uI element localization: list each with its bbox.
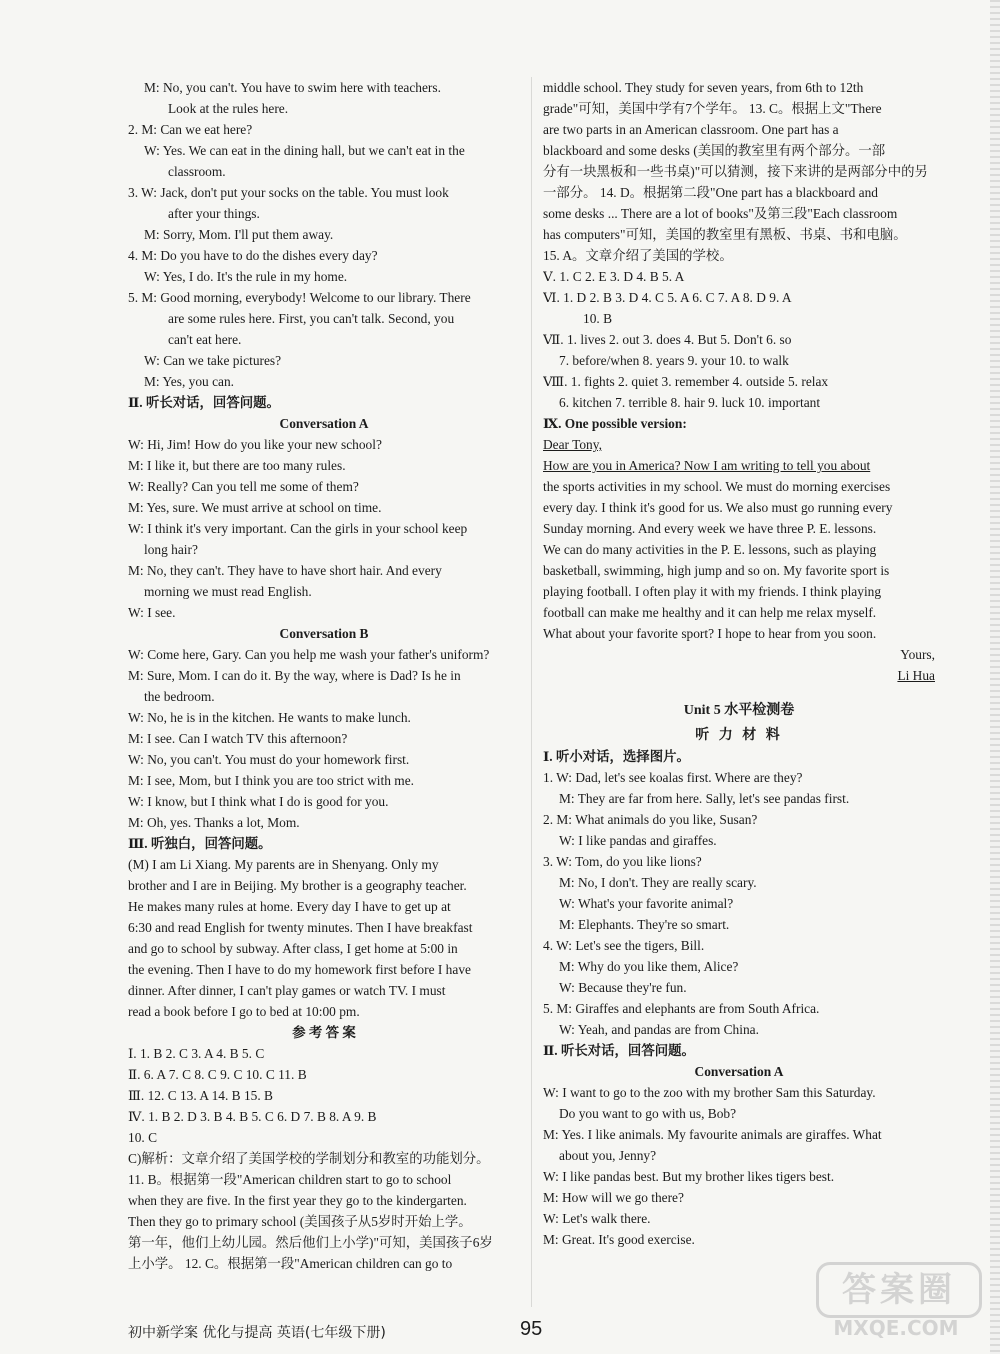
right-column-line: We can do many activities in the P. E. lessons, such as playing: [543, 542, 877, 557]
right-column-line: How are you in America? Now I am writing to tell you about: [543, 458, 871, 473]
left-column-line: M: Yes, sure. We must arrive at school on time.: [128, 500, 382, 515]
left-column-line: W: Yes, I do. It's the rule in my home.: [144, 269, 348, 284]
right-column-line: W: I want to go to the zoo with my brother Sam this Saturday.: [543, 1085, 876, 1100]
right-column-line: 15. A。文章介绍了美国的学校。: [543, 248, 733, 263]
left-column-line: are some rules here. First, you can't talk. Second, you: [168, 311, 455, 326]
right-column-line: Ⅵ. 1. D 2. B 3. D 4. C 5. A 6. C 7. A 8. D 9. A: [543, 290, 792, 305]
right-column: [543, 77, 935, 1250]
right-column-line: 2. M: What animals do you like, Susan?: [543, 812, 758, 827]
right-column-line: W: Because they're fun.: [559, 980, 687, 995]
left-column-line: 2. M: Can we eat here?: [128, 122, 253, 137]
right-column-line: 4. W: Let's see the tigers, Bill.: [543, 938, 705, 953]
right-column-line: M: Elephants. They're so smart.: [559, 917, 730, 932]
right-column-line: M: Great. It's good exercise.: [543, 1232, 695, 1247]
left-column-line: long hair?: [144, 542, 198, 557]
right-column-line: 分有一块黑板和一些书桌)"可以猜测，接下来讲的是两部分中的另: [543, 164, 928, 179]
right-column-line: M: Yes. I like animals. My favourite animals are giraffes. What: [543, 1127, 882, 1142]
right-column-line: Ⅷ. 1. fights 2. quiet 3. remember 4. outside 5. relax: [543, 374, 829, 389]
left-column-line: 上小学。 12. C。根据第一段"American children can go to: [128, 1256, 453, 1271]
right-column-line: basketball, swimming, high jump and so on. My favorite sport is: [543, 563, 890, 578]
left-column-line: classroom.: [168, 164, 226, 179]
right-column-line: M: Why do you like them, Alice?: [559, 959, 739, 974]
left-column-line: Ⅲ. 听独白，回答问题。: [128, 836, 272, 851]
left-column-line: W: Yes. We can eat in the dining hall, but we can't eat in the: [144, 143, 465, 158]
right-column-line: Li Hua: [897, 668, 935, 683]
right-column-line: about you, Jenny?: [559, 1148, 657, 1163]
right-column-line: Unit 5 水平检测卷: [683, 703, 795, 718]
right-column-line: What about your favorite sport? I hope to hear from you soon.: [543, 626, 877, 641]
footer-book-title: 初中新学案 优化与提高 英语(七年级下册): [128, 1325, 386, 1341]
right-column-line: 7. before/when 8. years 9. your 10. to walk: [559, 353, 789, 368]
left-column-line: He makes many rules at home. Every day I have to get up at: [128, 899, 451, 914]
right-column-line: M: How will we go there?: [543, 1190, 684, 1205]
left-column-line: the bedroom.: [144, 689, 215, 704]
right-column-line: W: I like pandas and giraffes.: [559, 833, 717, 848]
right-column-line: 一部分。 14. D。根据第二段"One part has a blackboard and: [543, 185, 878, 200]
left-column-line: M: Sure, Mom. I can do it. By the way, where is Dad? Is he in: [128, 668, 461, 683]
left-column-line: brother and I are in Beijing. My brother is a geography teacher.: [128, 878, 467, 893]
watermark-badge: 答案圈: [816, 1262, 982, 1318]
right-column-line: W: I like pandas best. But my brother likes tigers best.: [543, 1169, 835, 1184]
left-column-line: and go to school by subway. After class, I get home at 5:00 in: [128, 941, 458, 956]
left-column-line: Ⅲ. 12. C 13. A 14. B 15. B: [128, 1088, 273, 1103]
left-column-line: W: Really? Can you tell me some of them?: [128, 479, 359, 494]
left-column-line: W: Hi, Jim! How do you like your new school?: [128, 437, 382, 452]
right-column-line: 10. B: [583, 311, 613, 326]
left-column-line: 11. B。根据第一段"American children start to go to school: [128, 1172, 452, 1187]
right-column-line: every day. I think it's good for us. We also must go running every: [543, 500, 893, 515]
left-column-line: (M) I am Li Xiang. My parents are in Shenyang. Only my: [128, 857, 439, 872]
left-column-line: Conversation B: [279, 626, 369, 641]
right-column-line: 3. W: Tom, do you like lions?: [543, 854, 702, 869]
right-column-line: are two parts in an American classroom. One part has a: [543, 122, 839, 137]
watermark-logo: [816, 1262, 976, 1344]
right-column-line: Conversation A: [694, 1064, 784, 1079]
left-column-line: morning we must read English.: [144, 584, 312, 599]
left-column-line: Ⅰ. 1. B 2. C 3. A 4. B 5. C: [128, 1046, 265, 1061]
left-column-line: 6:30 and read English for twenty minutes. Then I have breakfast: [128, 920, 473, 935]
page-number: 95: [520, 1318, 543, 1340]
left-column-line: W: I think it's very important. Can the girls in your school keep: [128, 521, 468, 536]
left-column-line: M: I see. Can I watch TV this afternoon?: [128, 731, 348, 746]
left-column-line: M: I see, Mom, but I think you are too strict with me.: [128, 773, 414, 788]
left-column-line: dinner. After dinner, I can't play games or watch TV. I must: [128, 983, 446, 998]
right-column-line: W: What's your favorite animal?: [559, 896, 734, 911]
left-column: [128, 77, 520, 1274]
right-column-line: some desks ... There are a lot of books"及第三段"Each classroom: [543, 206, 898, 221]
right-column-line: grade"可知，美国中学有7个学年。 13. C。根据上文"There: [543, 101, 882, 116]
right-column-line: has computers"可知，美国的教室里有黑板、书桌、书和电脑。: [543, 227, 907, 242]
left-column-line: 5. M: Good morning, everybody! Welcome to our library. There: [128, 290, 471, 305]
left-column-line: 4. M: Do you have to do the dishes every day?: [128, 248, 378, 263]
right-column-line: Ⅱ. 听长对话，回答问题。: [543, 1043, 695, 1058]
left-column-line: read a book before I go to bed at 10:00 pm.: [128, 1004, 360, 1019]
left-column-line: W: I see.: [128, 605, 176, 620]
right-column-line: 6. kitchen 7. terrible 8. hair 9. luck 10. important: [559, 395, 821, 410]
right-column-line: Yours,: [900, 647, 935, 662]
left-column-line: when they are five. In the first year they go to the kindergarten.: [128, 1193, 467, 1208]
right-column-line: 听 力 材 料: [695, 728, 783, 743]
right-column-line: W: Let's walk there.: [543, 1211, 651, 1226]
left-column-line: Conversation A: [279, 416, 369, 431]
right-column-line: the sports activities in my school. We must do morning exercises: [543, 479, 891, 494]
right-column-line: Ⅴ. 1. C 2. E 3. D 4. B 5. A: [543, 269, 685, 284]
left-column-line: Look at the rules here.: [168, 101, 289, 116]
left-column-line: can't eat here.: [168, 332, 242, 347]
watermark-url: MXQE.COM: [833, 1316, 959, 1340]
left-column-line: Ⅱ. 听长对话，回答问题。: [128, 395, 280, 410]
right-column-line: 5. M: Giraffes and elephants are from South Africa.: [543, 1001, 820, 1016]
right-column-line: Ⅸ. One possible version:: [543, 416, 687, 431]
left-column-line: W: Come here, Gary. Can you help me wash your father's uniform?: [128, 647, 490, 662]
left-column-line: M: No, they can't. They have to have short hair. And every: [128, 563, 442, 578]
left-column-line: 参 考 答 案: [292, 1025, 356, 1040]
left-column-line: M: Yes, you can.: [144, 374, 235, 389]
right-column-line: middle school. They study for seven years, from 6th to 12th: [543, 80, 864, 95]
right-column-line: blackboard and some desks (美国的教室里有两个部分。一部: [543, 143, 886, 158]
left-column-line: W: Can we take pictures?: [144, 353, 282, 368]
left-column-line: M: No, you can't. You have to swim here with teachers.: [144, 80, 441, 95]
left-column-line: W: No, he is in the kitchen. He wants to make lunch.: [128, 710, 411, 725]
right-column-line: Dear Tony,: [543, 437, 602, 452]
left-column-line: W: I know, but I think what I do is good for you.: [128, 794, 389, 809]
left-column-line: 3. W: Jack, don't put your socks on the table. You must look: [128, 185, 449, 200]
left-column-line: Ⅳ. 1. B 2. D 3. B 4. B 5. C 6. D 7. B 8. A 9. B: [128, 1109, 377, 1124]
right-column-line: M: They are far from here. Sally, let's see pandas first.: [559, 791, 850, 806]
left-column-line: 第一年，他们上幼儿园。然后他们上小学)"可知，美国孩子6岁: [128, 1235, 493, 1250]
right-column-line: Sunday morning. And every week we have three P. E. lessons.: [543, 521, 877, 536]
right-column-line: football can make me healthy and it can help me relax myself.: [543, 605, 877, 620]
left-column-line: M: I like it, but there are too many rules.: [128, 458, 346, 473]
left-column-line: W: No, you can't. You must do your homework first.: [128, 752, 410, 767]
right-column-line: Ⅶ. 1. lives 2. out 3. does 4. But 5. Don't 6. so: [543, 332, 792, 347]
right-column-line: W: Yeah, and pandas are from China.: [559, 1022, 759, 1037]
left-column-line: the evening. Then I have to do my homework first before I have: [128, 962, 471, 977]
right-column-line: Do you want to go with us, Bob?: [559, 1106, 737, 1121]
page-edge-scan-artifact: [990, 0, 1000, 1354]
right-column-line: 1. W: Dad, let's see koalas first. Where are they?: [543, 770, 803, 785]
right-column-line: Ⅰ. 听小对话，选择图片。: [543, 749, 690, 764]
left-column-line: M: Sorry, Mom. I'll put them away.: [144, 227, 334, 242]
column-divider: [531, 77, 532, 1307]
left-column-line: after your things.: [168, 206, 260, 221]
left-column-line: Then they go to primary school (美国孩子从5岁时开始上学。: [128, 1214, 472, 1229]
left-column-line: M: Oh, yes. Thanks a lot, Mom.: [128, 815, 300, 830]
left-column-line: 10. C: [128, 1130, 158, 1145]
left-column-line: Ⅱ. 6. A 7. C 8. C 9. C 10. C 11. B: [128, 1067, 307, 1082]
left-column-line: C)解析：文章介绍了美国学校的学制划分和教室的功能划分。: [128, 1151, 490, 1166]
right-column-line: playing football. I often play it with my friends. I think playing: [543, 584, 882, 599]
right-column-line: M: No, I don't. They are really scary.: [559, 875, 757, 890]
